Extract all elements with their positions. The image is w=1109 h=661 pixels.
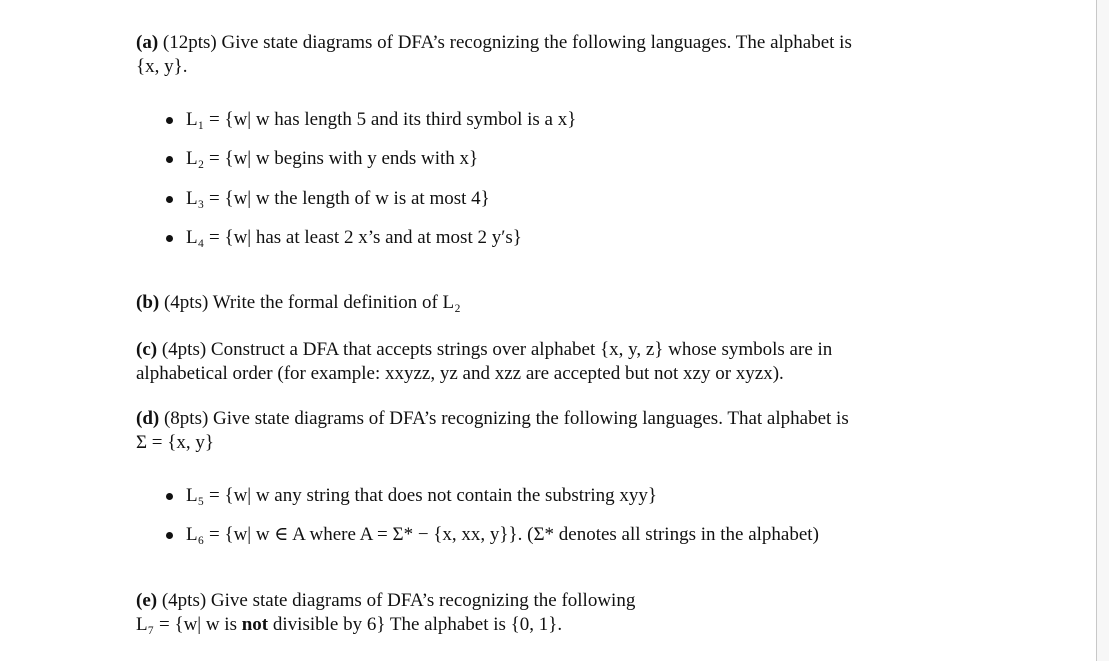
language-l2: L₂ = {w| w begins with y ends with x}	[186, 148, 479, 169]
language-l3: L₃ = {w| w the length of w is at most 4}	[186, 188, 490, 209]
bullet-icon	[166, 532, 173, 539]
part-c-text-line1: (4pts) Construct a DFA that accepts strings over alphabet {x, y, z} whose symbols are in	[161, 339, 833, 360]
part-c-text-line2: alphabetical order (for example: xxyzz, yz and xzz are accepted but not xzy or xyzx).	[136, 363, 784, 384]
part-d-label: (d)	[136, 408, 160, 429]
part-e-label: (e)	[136, 590, 158, 611]
part-d-text-line2: Σ = {x, y}	[136, 432, 215, 453]
bullet-icon	[166, 493, 173, 500]
language-l4: L₄ = {w| has at least 2 x’s and at most 2 y′s}	[186, 227, 522, 248]
part-c-prompt	[136, 338, 951, 386]
part-b-prompt	[136, 291, 951, 315]
part-e-text-line2-post: divisible by 6} The alphabet is {0, 1}.	[268, 614, 563, 635]
language-l6: L₆ = {w| w ∈ A where A = Σ* − {x, xx, y}}. (Σ* denotes all strings in the alphabet)	[186, 524, 819, 545]
page-margin-strip	[1097, 0, 1109, 661]
part-d-text-line1: (8pts) Give state diagrams of DFA’s recognizing the following languages. That alphabet is	[163, 408, 849, 429]
part-c-label: (c)	[136, 339, 158, 360]
part-a-text-line1: (12pts) Give state diagrams of DFA’s recognizing the following languages. The alphabet is	[162, 32, 852, 53]
part-b-label: (b)	[136, 292, 160, 313]
part-a-label: (a)	[136, 32, 159, 53]
language-l1: L₁ = {w| w has length 5 and its third symbol is a x}	[186, 109, 577, 130]
part-e-prompt	[136, 589, 951, 637]
part-e-text-line2	[136, 613, 951, 637]
language-l5: L₅ = {w| w any string that does not contain the substring xyy}	[186, 485, 658, 506]
bullet-icon	[166, 156, 173, 163]
part-a-text-line2: {x, y}.	[136, 56, 188, 77]
part-a-prompt	[136, 31, 951, 79]
part-e-emphasis-not: not	[241, 614, 269, 635]
part-e-text-line1: (4pts) Give state diagrams of DFA’s recognizing the following	[161, 590, 636, 611]
bullet-icon	[166, 117, 173, 124]
part-d-prompt	[136, 407, 951, 455]
bullet-icon	[166, 196, 173, 203]
part-e-text-line2-pre: L₇ = {w| w is	[136, 614, 242, 635]
bullet-icon	[166, 235, 173, 242]
part-b-text: (4pts) Write the formal definition of L₂	[163, 292, 461, 313]
